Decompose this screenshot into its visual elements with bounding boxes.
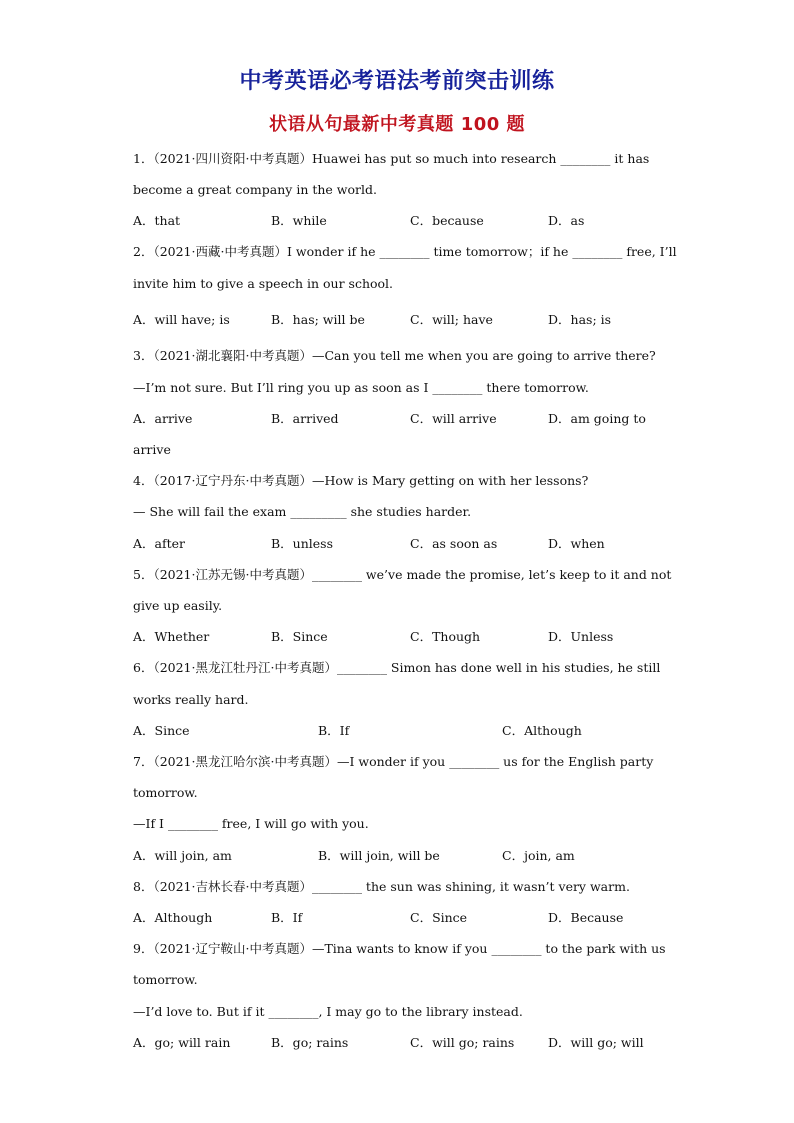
question-7-option-a: A．will join, am bbox=[133, 848, 232, 863]
question-3-line-1: 3．（2021·湖北襄阳·中考真题）—Can you tell me when you are going to arrive there? bbox=[133, 348, 656, 363]
question-7-option-b: B．will join, will be bbox=[318, 848, 440, 863]
question-4-option-b: B．unless bbox=[271, 536, 334, 551]
question-4-line-2: — She will fail the exam _________ she studies harder. bbox=[133, 504, 472, 519]
question-9-line-3: —I’d love to. But if it ________, I may go to the library instead. bbox=[133, 1004, 523, 1019]
question-5-option-d: D．Unless bbox=[548, 629, 614, 644]
question-3-option-continuation: arrive bbox=[133, 442, 171, 457]
question-8-option-c: C．Since bbox=[410, 910, 468, 925]
question-4-option-c: C．as soon as bbox=[410, 536, 498, 551]
question-5-line-2: give up easily. bbox=[133, 598, 223, 613]
question-1-option-d: D．as bbox=[548, 213, 585, 228]
question-3-option-a: A．arrive bbox=[133, 411, 193, 426]
question-8-option-a: A．Although bbox=[133, 910, 213, 925]
question-8-line-1: 8．（2021·吉林长春·中考真题）________ the sun was shining, it wasn’t very warm. bbox=[133, 879, 630, 894]
question-4-option-d: D．when bbox=[548, 536, 605, 551]
document-title: 中考英语必考语法考前突击训练 bbox=[239, 69, 555, 94]
question-7-line-1: 7．（2021·黑龙江哈尔滨·中考真题）—I wonder if you ________ us for the English party bbox=[133, 754, 654, 769]
question-5-option-a: A．Whether bbox=[133, 629, 210, 644]
question-2-option-d: D．has; is bbox=[548, 312, 612, 327]
question-1-option-b: B．while bbox=[271, 213, 327, 228]
question-2-option-a: A．will have; is bbox=[133, 312, 230, 327]
question-1-option-c: C．because bbox=[410, 213, 484, 228]
question-4-option-a: A．after bbox=[133, 536, 186, 551]
question-3-option-d: D．am going to bbox=[548, 411, 646, 426]
question-3-option-b: B．arrived bbox=[271, 411, 339, 426]
question-6-line-1: 6．（2021·黑龙江牡丹江·中考真题）________ Simon has done well in his studies, he still bbox=[133, 660, 661, 675]
question-3-option-c: C．will arrive bbox=[410, 411, 497, 426]
question-5-option-c: C．Though bbox=[410, 629, 481, 644]
question-2-line-2: invite him to give a speech in our school. bbox=[133, 276, 394, 291]
question-9-option-d: D．will go; will bbox=[548, 1035, 644, 1050]
question-3-line-2: —I’m not sure. But I’ll ring you up as soon as I ________ there tomorrow. bbox=[133, 380, 589, 395]
question-9-line-2: tomorrow. bbox=[133, 972, 198, 987]
question-1-line-2: become a great company in the world. bbox=[133, 182, 377, 197]
question-5-line-1: 5．（2021·江苏无锡·中考真题）________ we’ve made the promise, let’s keep to it and not bbox=[133, 567, 672, 582]
question-7-line-2: tomorrow. bbox=[133, 785, 198, 800]
question-2-option-b: B．has; will be bbox=[271, 312, 365, 327]
question-4-line-1: 4．（2017·辽宁丹东·中考真题）—How is Mary getting on with her lessons? bbox=[133, 473, 589, 488]
question-7-line-3: —If I ________ free, I will go with you. bbox=[133, 816, 369, 831]
question-2-option-c: C．will; have bbox=[410, 312, 493, 327]
question-9-line-1: 9．（2021·辽宁鞍山·中考真题）—Tina wants to know if you ________ to the park with us bbox=[133, 941, 666, 956]
question-8-option-b: B．If bbox=[271, 910, 303, 925]
question-6-option-b: B．If bbox=[318, 723, 350, 738]
question-6-option-c: C．Although bbox=[502, 723, 582, 738]
question-8-option-d: D．Because bbox=[548, 910, 624, 925]
question-9-option-a: A．go; will rain bbox=[133, 1035, 231, 1050]
question-5-option-b: B．Since bbox=[271, 629, 328, 644]
question-2-line-1: 2．（2021·西藏·中考真题）I wonder if he ________ time tomorrow；if he ________ free, I’ll bbox=[133, 244, 677, 259]
question-6-line-2: works really hard. bbox=[133, 692, 249, 707]
question-1-line-1: 1．（2021·四川资阳·中考真题）Huawei has put so much into research ________ it has bbox=[133, 151, 650, 166]
question-1-option-a: A．that bbox=[133, 213, 181, 228]
question-9-option-b: B．go; rains bbox=[271, 1035, 349, 1050]
question-9-option-c: C．will go; rains bbox=[410, 1035, 515, 1050]
document-subtitle: 状语从句最新中考真题 100 题 bbox=[268, 114, 526, 135]
question-6-option-a: A．Since bbox=[133, 723, 190, 738]
question-7-option-c: C．join, am bbox=[502, 848, 575, 863]
